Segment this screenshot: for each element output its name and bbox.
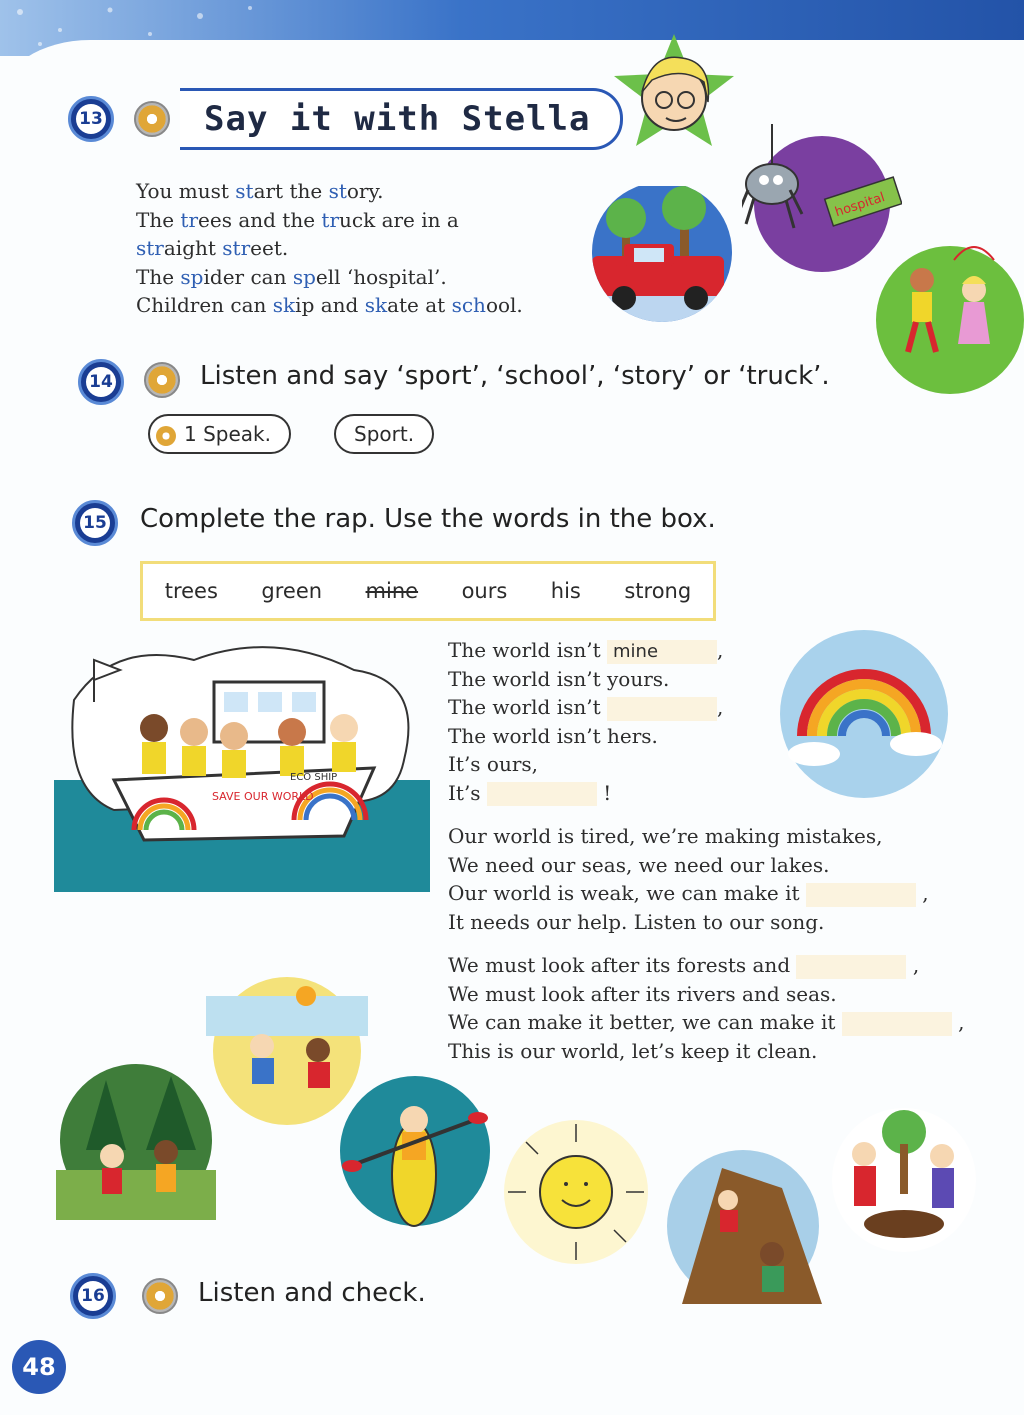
cd-small-icon [156,426,176,446]
word-box-item: green [261,579,323,603]
word-box-item: mine [365,579,419,603]
answer-blank[interactable] [796,955,906,979]
rap-line: We can make it better, we can make it , [448,1010,965,1035]
kayaking-illustration [334,1074,496,1228]
answer-blank[interactable] [806,883,916,907]
word-box [140,561,716,621]
verse-line: straight street. [136,236,289,261]
rap-line: We must look after its rivers and seas. [448,981,837,1006]
stella-star-icon [612,32,742,152]
word-box-item: strong [624,579,692,603]
word-box-item: trees [164,579,218,603]
section-instruction: Complete the rap. Use the words in the box. [140,504,716,534]
rap-line: Our world is weak, we can make it , [448,881,929,906]
rap-line: The world isn’t , [448,695,724,720]
answer-blank[interactable] [842,1012,952,1036]
rap-line: The world isn’t mine , [448,638,724,662]
rap-stanza-2 [448,822,1018,936]
rap-line: It’s ! [448,780,612,805]
rap-line: We need our seas, we need our lakes. [448,852,830,877]
rap-line: It’s ours, [448,752,539,777]
cd-audio-icon[interactable] [144,362,180,398]
ship-name-text: ECO SHIP [290,772,338,783]
section-instruction: Listen and say ‘sport’, ‘school’, ‘story’ or ‘truck’. [200,361,830,391]
section-title-box [180,88,623,150]
rap-line: We must look after its forests and , [448,953,920,977]
rap-line: The world isn’t hers. [448,723,658,748]
rap-stanza-3 [448,951,1018,1065]
word-box-item: ours [461,579,508,603]
answer-blank-example: mine [607,640,717,664]
verse-line: The trees and the truck are in a [136,207,459,232]
speech-bubble-example [148,414,291,454]
answer-blank[interactable] [487,782,597,806]
verse-line: You must start the story. [136,179,384,203]
ship-banner-text: SAVE OUR WORLD [212,790,314,803]
page-number: 48 [12,1340,66,1394]
bubble-text-speak: 1 Speak. [184,422,271,446]
forest-children-illustration [56,1060,216,1220]
rap-line: It needs our help. Listen to our song. [448,909,825,934]
activity-number-13: 13 [68,96,114,142]
activity-number-15: 15 [72,500,118,546]
stella-verse [136,177,576,320]
cd-audio-icon[interactable] [134,101,170,137]
eco-ship-illustration [54,640,430,892]
word-box-item: his [550,579,581,603]
verse-line: The spider can spell ‘hospital’. [136,264,447,289]
skating-children-illustration [870,240,1024,396]
speech-bubble-answer [334,414,434,454]
hospital-sign: hospital [833,190,887,221]
cd-audio-icon[interactable] [142,1278,178,1314]
activity-number-14: 14 [78,359,124,405]
section-instruction: Listen and check. [198,1278,426,1308]
truck-trees-illustration [584,186,740,322]
rap-line: This is our world, let’s keep it clean. [448,1038,818,1063]
answer-blank[interactable] [607,697,717,721]
activity-number-16: 16 [70,1273,116,1319]
rap-stanza-1 [448,636,1008,808]
bubble-text-sport: Sport. [354,422,415,446]
tree-planting-illustration [824,1104,984,1254]
climbing-illustration [662,1148,824,1304]
sun-illustration [496,1120,656,1266]
rap-line: The world isn’t yours. [448,666,670,691]
section-title: Say it with Stella [204,99,591,139]
verse-line: Children can skip and skate at school. [136,293,523,318]
rap-line: Our world is tired, we’re making mistakes, [448,824,883,848]
